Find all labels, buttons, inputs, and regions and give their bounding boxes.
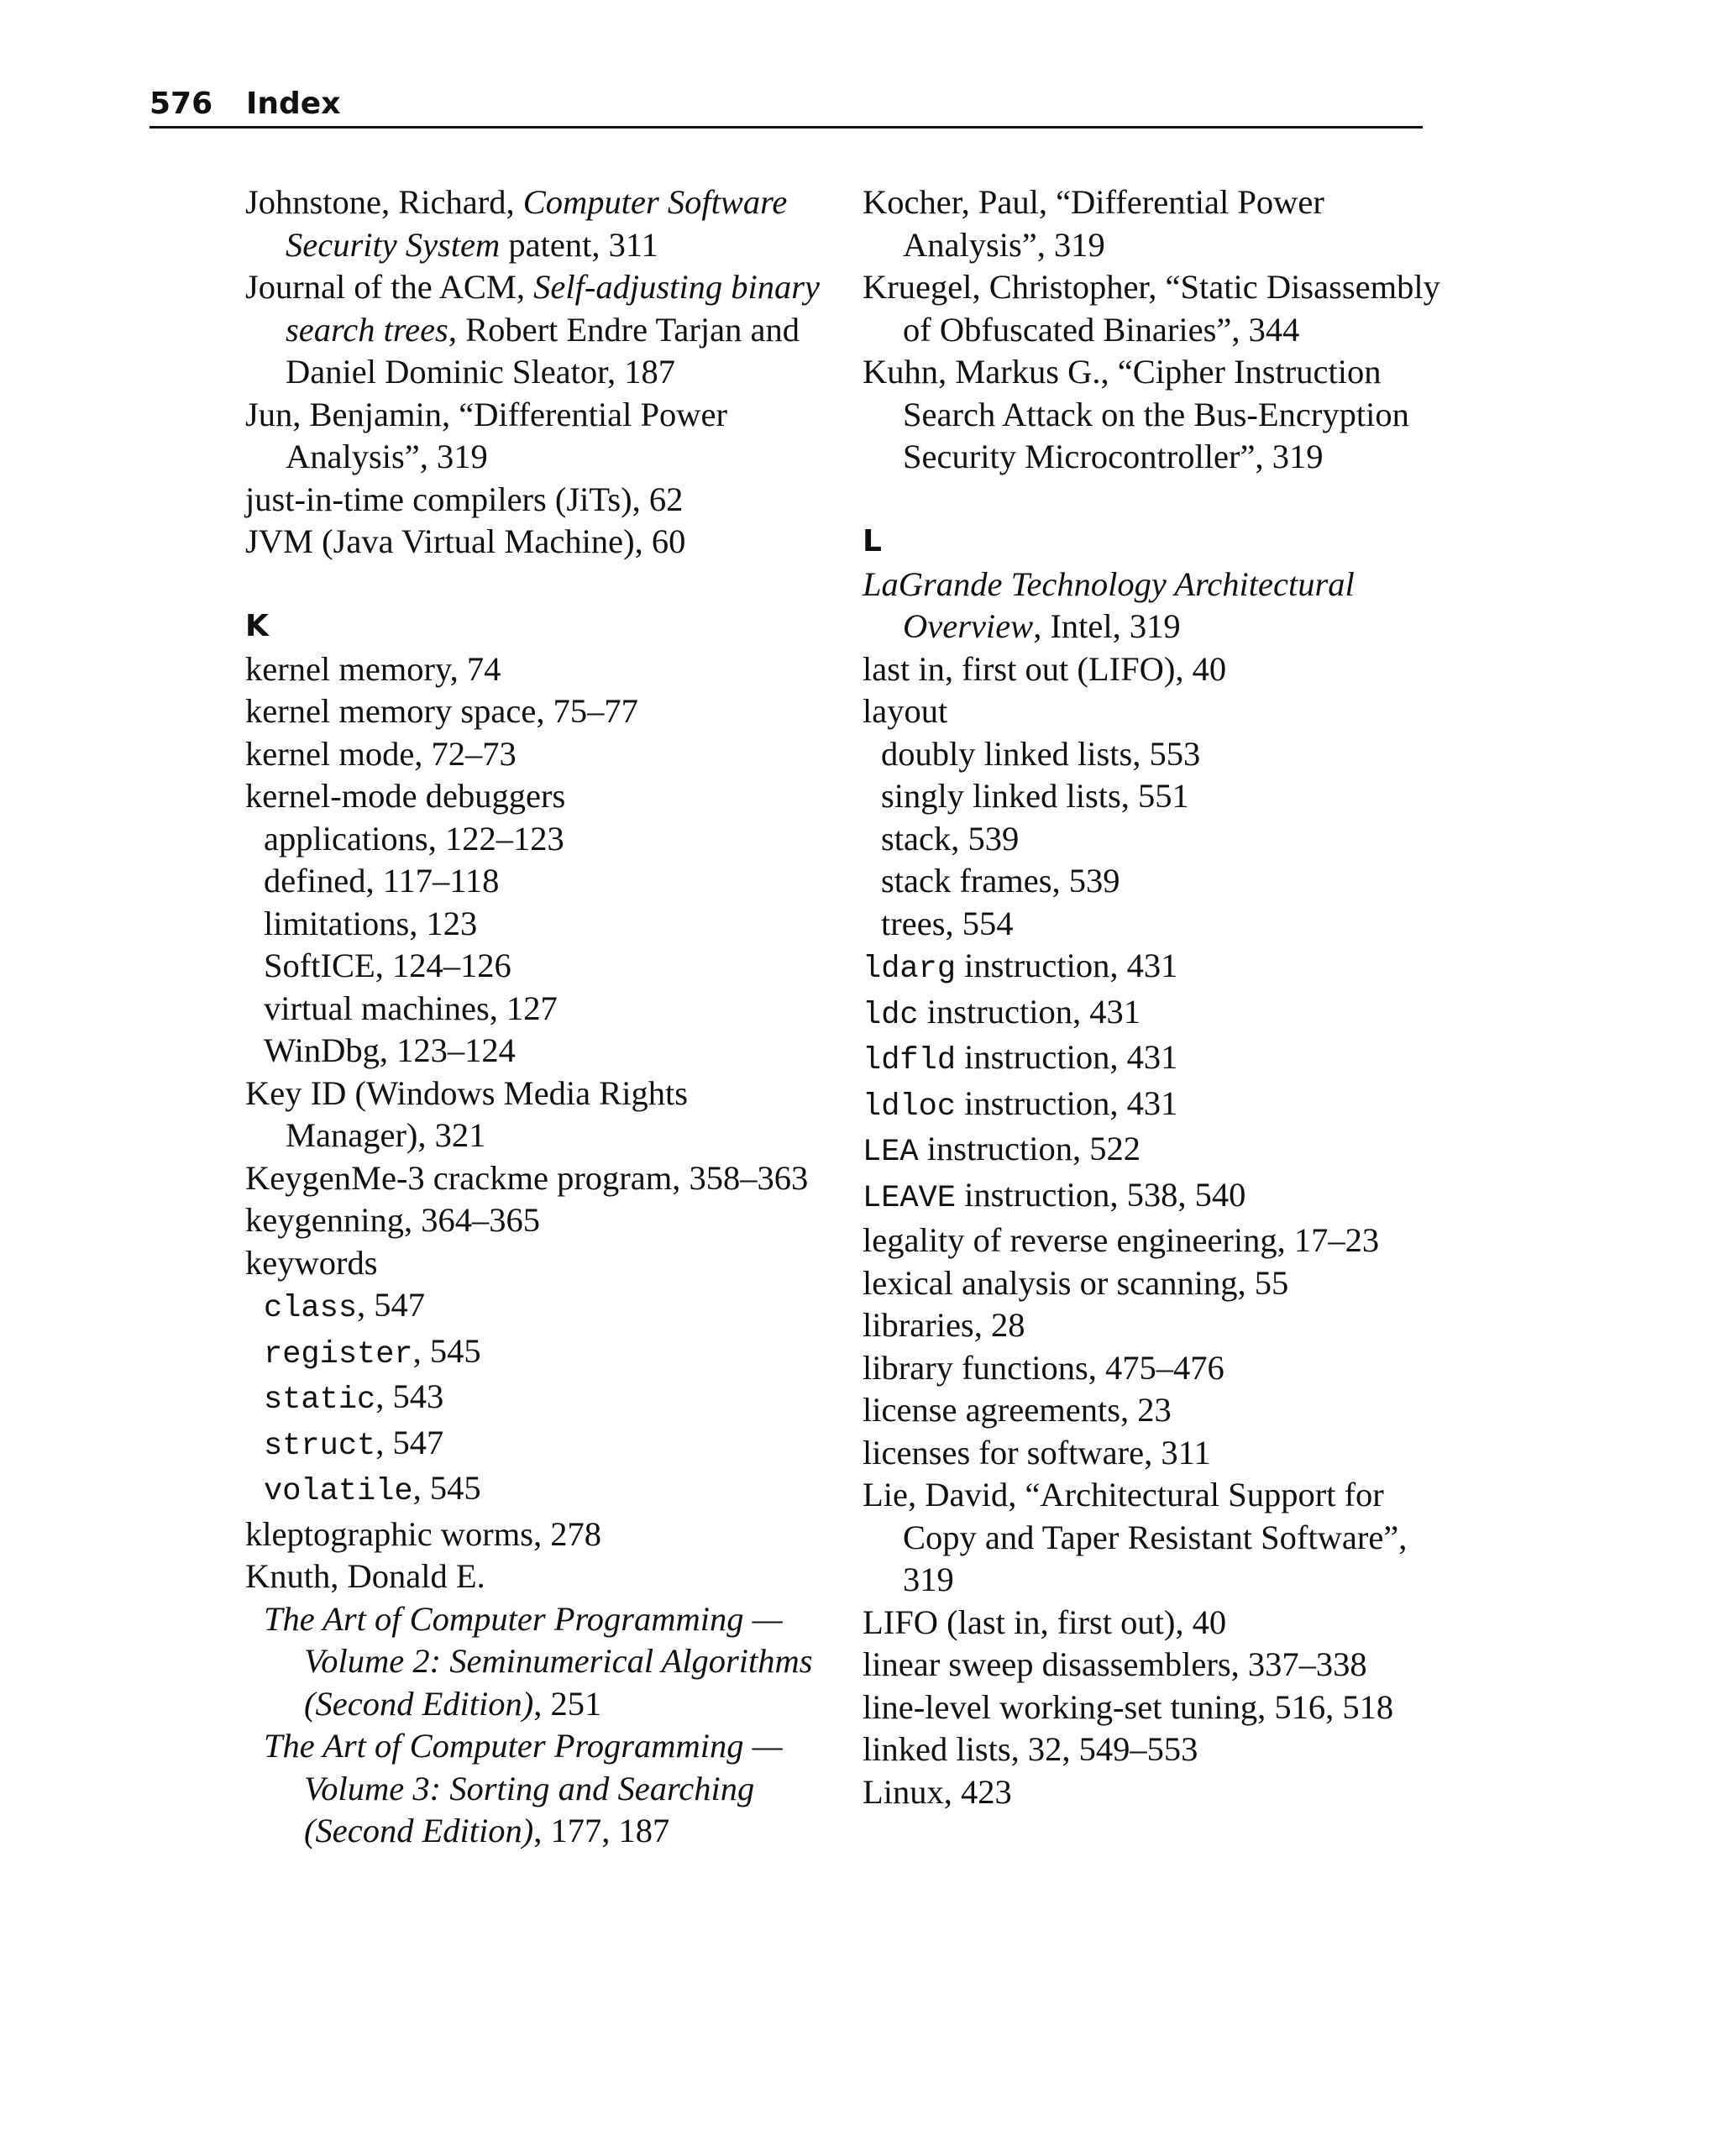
index-subentry: register, 545 — [264, 1331, 481, 1372]
index-subentry: doubly linked lists, 553 — [881, 734, 1201, 773]
index-subentry: The Art of Computer Programming — Volume 2: Seminumerical Algorithms (Second Edition), 251 — [264, 1599, 813, 1723]
index-subentry: volatile, 545 — [264, 1469, 481, 1509]
index-entry: Kruegel, Christopher, “Static Disassembly of Obfuscated Binaries”, 344 — [863, 268, 1440, 349]
index-subentry: stack frames, 539 — [881, 862, 1120, 900]
index-entry: keywords — [245, 1243, 378, 1282]
page-header — [149, 84, 1423, 129]
index-subentry: class, 547 — [264, 1286, 426, 1326]
index-entry: LaGrande Technology Architectural Overview, Intel, 319 — [863, 564, 1355, 645]
index-entry: LEAVE instruction, 538, 540 — [863, 1175, 1246, 1216]
index-entry: kernel memory, 74 — [245, 649, 501, 688]
index-entry: linear sweep disassemblers, 337–338 — [863, 1645, 1367, 1683]
index-entry: LEA instruction, 522 — [863, 1130, 1141, 1170]
index-entry: library functions, 475–476 — [863, 1348, 1224, 1387]
index-entry: JVM (Java Virtual Machine), 60 — [245, 522, 686, 560]
index-subentry: applications, 122–123 — [264, 819, 564, 858]
index-entry: layout — [863, 692, 948, 730]
index-subentry: defined, 117–118 — [264, 862, 500, 900]
index-column-right — [863, 181, 1450, 1813]
index-entry: KeygenMe-3 crackme program, 358–363 — [245, 1158, 809, 1197]
index-entry: kleptographic worms, 278 — [245, 1514, 602, 1553]
index-entry: Lie, David, “Architectural Support for Copy and Taper Resistant Software”, 319 — [863, 1476, 1408, 1598]
index-entry: Jun, Benjamin, “Differential Power Analysis”, 319 — [245, 395, 727, 475]
index-subentry: singly linked lists, 551 — [881, 777, 1189, 815]
index-subentry: The Art of Computer Programming — Volume 3: Sorting and Searching (Second Edition), 177, 187 — [264, 1727, 783, 1849]
page-number: 576 — [149, 87, 213, 121]
page-title: Index — [246, 87, 341, 121]
index-entry: ldarg instruction, 431 — [863, 947, 1178, 987]
index-subentry: trees, 554 — [881, 904, 1014, 942]
index-subentry: limitations, 123 — [264, 904, 478, 942]
index-entry: ldfld instruction, 431 — [863, 1038, 1178, 1078]
index-entry: keygenning, 364–365 — [245, 1201, 540, 1239]
index-entry: legality of reverse engineering, 17–23 — [863, 1221, 1380, 1259]
index-entry: kernel mode, 72–73 — [245, 734, 517, 773]
index-subentry: static, 543 — [264, 1377, 444, 1418]
index-subentry: stack, 539 — [881, 819, 1020, 858]
index-column-left — [245, 181, 833, 1853]
index-entry: lexical analysis or scanning, 55 — [863, 1263, 1289, 1302]
index-entry: licenses for software, 311 — [863, 1433, 1211, 1471]
index-entry: Johnstone, Richard, Computer Software Security System patent, 311 — [245, 183, 788, 264]
index-subentry: SoftICE, 124–126 — [264, 947, 511, 984]
index-entry: ldloc instruction, 431 — [863, 1083, 1178, 1125]
index-entry: linked lists, 32, 549–553 — [863, 1730, 1198, 1768]
index-entry: Kuhn, Markus G., “Cipher Instruction Search Attack on the Bus-Encryption Security Microcontroller”, 319 — [863, 353, 1409, 475]
index-entry: line-level working-set tuning, 516, 518 — [863, 1687, 1394, 1726]
index-entry: last in, first out (LIFO), 40 — [863, 649, 1227, 688]
index-subentry: struct, 547 — [264, 1423, 444, 1464]
index-entry: Linux, 423 — [863, 1772, 1012, 1811]
index-entry: libraries, 28 — [863, 1306, 1025, 1344]
section-letter-k: K — [245, 609, 269, 643]
index-entry: ldc instruction, 431 — [863, 992, 1141, 1033]
index-entry: Journal of the ACM, Self-adjusting binary search trees, Robert Endre Tarjan and Daniel Dominic Sleator, 187 — [245, 268, 820, 391]
index-entry: license agreements, 23 — [863, 1391, 1172, 1429]
index-subentry: virtual machines, 127 — [264, 989, 558, 1027]
index-entry: kernel-mode debuggers — [245, 777, 566, 815]
index-entry: Knuth, Donald E. — [245, 1557, 485, 1595]
index-subentry: WinDbg, 123–124 — [264, 1031, 516, 1069]
index-entry: Key ID (Windows Media Rights Manager), 321 — [245, 1073, 689, 1154]
index-entry: Kocher, Paul, “Differential Power Analysis”, 319 — [863, 183, 1324, 264]
index-entry: kernel memory space, 75–77 — [245, 692, 638, 730]
index-entry: just-in-time compilers (JiTs), 62 — [245, 480, 684, 518]
index-entry: LIFO (last in, first out), 40 — [863, 1603, 1227, 1641]
section-letter-l: L — [863, 524, 882, 559]
